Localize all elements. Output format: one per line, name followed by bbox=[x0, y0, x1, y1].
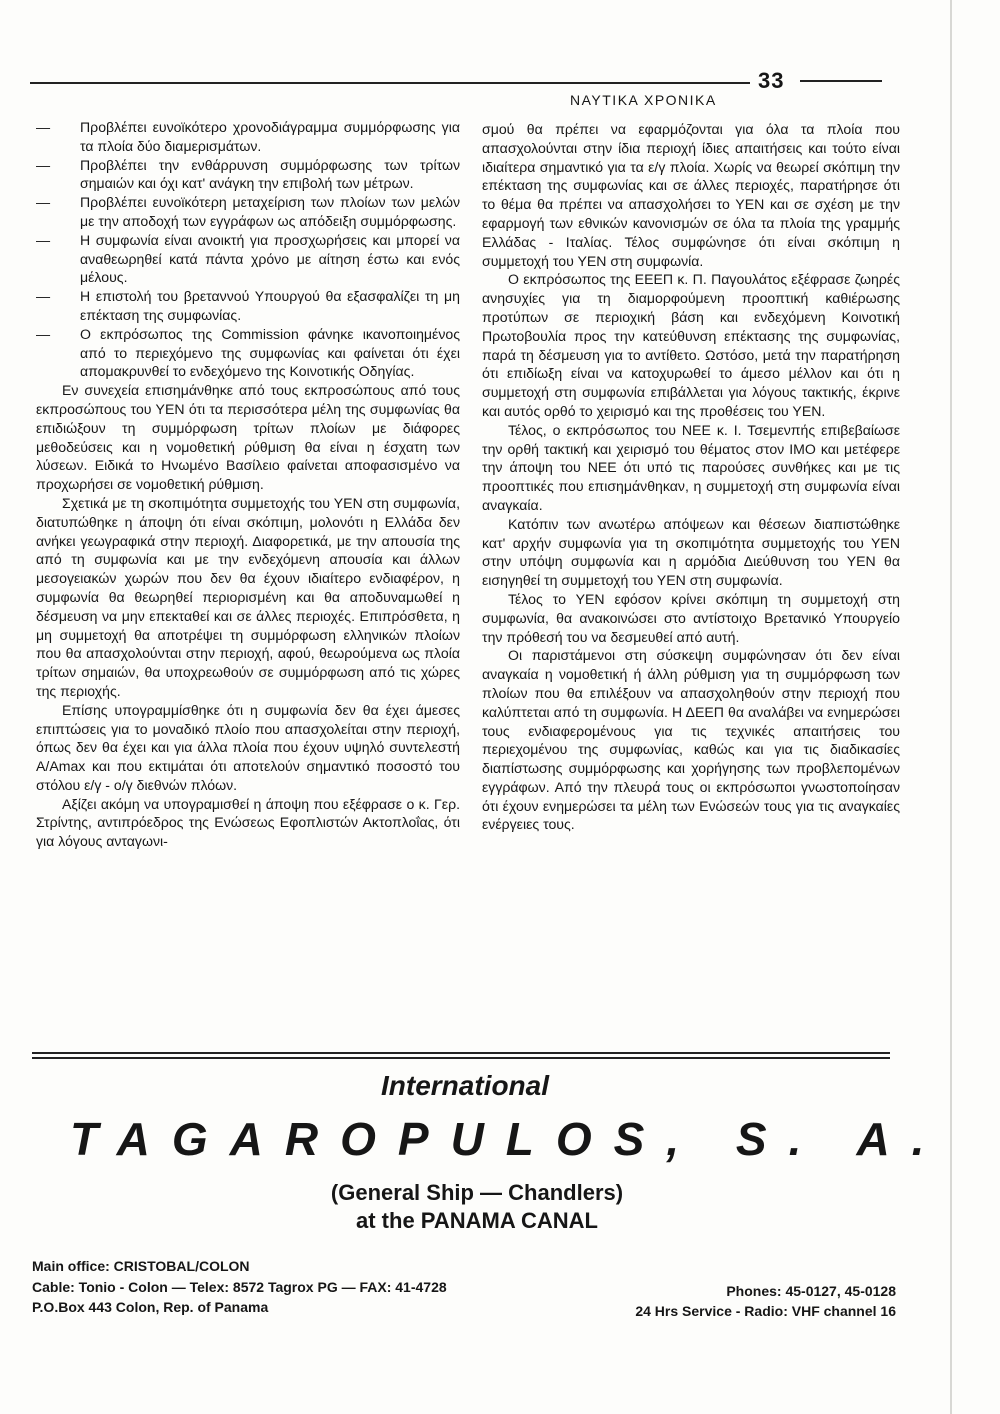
header-rule-right bbox=[800, 80, 882, 82]
header-rule bbox=[30, 82, 750, 84]
bullet-item: — Προβλέπει την ενθάρρυνση συμμόρφωσης των τρίτων σημαιών και όχι κατ' ανάγκη την επιβολή των μέτρων. bbox=[36, 156, 460, 192]
ad-business: (General Ship — Chandlers) bbox=[330, 1180, 624, 1205]
bullet-item: — Προβλέπει ευνοϊκότερο χρονοδιάγραμμα συμμόρφωσης για τα πλοία δύο διαμερισμάτων. bbox=[36, 119, 460, 154]
ad-main-office: Main office: CRISTOBAL/COLON bbox=[32, 1258, 250, 1274]
paragraph: Εν συνεχεία επισημάνθηκε από τους εκπροσώπους από τους εκπροσώπους του ΥΕΝ ότι τα περισσότερα μέλη της συμφωνίας θα επιδιώξουν τη συμμόρφωση τρίτων πλοίων με διάφορες μεθοδεύσεις και η νομοθετική ρύθμιση θα είναι η έσχατη των λύσεων. Ειδικά το Ηνωμένο Βασίλειο φαίνεται αποφασισμένο να προχωρήσει σε νομοθετική ρύθμιση. bbox=[36, 382, 460, 493]
right-column bbox=[482, 120, 900, 834]
paragraph: σμού θα πρέπει να εφαρμόζονται για όλα τα πλοία που απασχολούνται στην ίδια περιοχή ίδιες απαιτήσεις και τούτο είναι ιδιαίτερα σημαντικό για τα ε/γ πλοία. Χωρίς να θεωρεί σκόπιμη την επέκταση της συμφωνίας και σε άλλες περιοχές, παρατήρησε ότι το θέμα θα πρέπει να απασχολήσει το ΥΕΝ και σε σχέση με την εφαρμογή των εθνικών κανονισμών σε όλα τα πλοία της γραμμής Ελλάδας - Ιταλίας. Τέλος συμφώνησε ότι είναι σκόπιμη η συμμετοχή του ΥΕΝ στη συμφωνία. bbox=[482, 121, 900, 269]
ad-location: at the PANAMA CANAL bbox=[356, 1208, 598, 1233]
paragraph: Αξίζει ακόμη να υπογραμισθεί η άποψη που εξέφρασε ο κ. Γερ. Στρίντης, αντιπρόεδρος της Ενώσεως Εφοπλιστών Ακτοπλοΐας, ότι για λόγους ανταγωνι- bbox=[36, 795, 460, 850]
paragraph: Τέλος το ΥΕΝ εφόσον κρίνει σκόπιμη τη συμμετοχή στη συμφωνία, θα ανακοινώσει στο αντίστοιχο Βρετανικό Υπουργείο την πρόθεσή του να δεσμευθεί από αυτή. bbox=[482, 590, 900, 645]
paragraph: Οι παριστάμενοι στη σύσκεψη συμφώνησαν ότι δεν είναι αναγκαία η νομοθετική ή άλλη ρύθμιση για τη συμμόρφωση των πλοίων που θα επιλέξουν να απασχοληθούν στην περιοχή που καλύπτεται από τη συμφωνία. Η ΔΕΕΠ θα αναλάβει να ενημερώσει τους ενδιαφερομένους για τις τεχνικές απαιτήσεις του περιεχομένου της συμφωνίας, καθώς και για τις διαδικασίες διαπίστωσης συμμόρφωσης και χορήγησης των προβλεπομένων εγγράφων. Από την πλευρά τους οι εκπρόσωποι γνωστοποίησαν ότι έχουν ενημερώσει τα μέλη των Ενώσεών τους για τις αναγκαίες ενέργειες τους. bbox=[482, 647, 900, 833]
ad-cable: Cable: Tonio - Colon — Telex: 8572 Tagrox PG — FAX: 41-4728 bbox=[32, 1279, 447, 1295]
ad-po-box: P.O.Box 443 Colon, Rep. of Panama bbox=[32, 1299, 269, 1315]
paragraph: Τέλος, ο εκπρόσωπος του ΝΕΕ κ. Ι. Τσεμενπής επιβεβαίωσε την ορθή τακτική και χειρισμό του θέματος στον ΙΜΟ και μετέφερε την άποψη του ΝΕΕ ότι υπό τις παρούσες συνθήκες και με τις προοπτικές που επισημάνθηκαν, η συμμετοχή στη συμφωνία είναι αναγκαία. bbox=[482, 421, 900, 513]
ad-company-name: TAGAROPULOS, S. A. bbox=[70, 1113, 947, 1165]
left-column bbox=[36, 118, 460, 851]
page-number: 33 bbox=[758, 68, 785, 93]
bullet-item: — Η επιστολή του βρεταννού Υπουργού θα εξασφαλίζει τη μη επέκταση της συμφωνίας. bbox=[36, 288, 460, 323]
paragraph: Κατόπιν των ανωτέρω απόψεων και θέσεων διαπιστώθηκε κατ' αρχήν συμφωνία για τη σκοπιμότητα συμμετοχής του ΥΕΝ στην υπόψη συμφωνία και η αρμόδια Διεύθυνση του ΥΕΝ θα εισηγηθεί τη συμμετοχή του ΥΕΝ στη συμφωνία. bbox=[482, 515, 900, 589]
paragraph: Ο εκπρόσωπος της ΕΕΕΠ κ. Π. Παγουλάτος εξέφρασε ζωηρές ανησυχίες για τη διαμορφούμενη προοπτική καθιέρωσης προτύπων σε περιοχική βάση και ενδεχόμενη Κοινοτική Πρωτοβουλία προς την κατεύθυνση επέκτασης της συμφωνίας, παρά τη δέσμευση για το αντίθετο. Ωστόσο, μετά την παρατήρηση ότι επιδίωξη είναι να κατοχυρωθεί το άμεσο μέλλον και ότι η συμμετοχή στη συμφωνία επιβάλλεται για λόγους τακτικής, έκρινε και αυτός ορθό το χειρισμό και της προθέσεις του ΥΕΝ. bbox=[482, 271, 900, 419]
magazine-title: ΝΑΥΤΙΚΑ ΧΡΟΝΙΚΑ bbox=[570, 92, 717, 108]
ad-divider bbox=[32, 1057, 890, 1059]
paragraph: Επίσης υπογραμμίσθηκε ότι η συμφωνία δεν θα έχει άμεσες επιπτώσεις για το μοναδικό πλοίο που απασχολείται στην περιοχή, όπως δεν θα έχει και για άλλα πλοία που έχουν υψηλό συντελεστή A/Amax και που εκτιμάται ότι αποτελούν σημαντικό ποσοστό του στόλου ε/γ - ο/γ διεθνών πλόων. bbox=[36, 701, 460, 793]
ad-international: International bbox=[380, 1070, 549, 1101]
bullet-item: — Ο εκπρόσωπος της Commission φάνηκε ικανοποιημένος από το περιεχόμενο της συμφωνίας και φαίνεται ότι έχει απομακρυνθεί το ενδεχόμενο της Κοινοτικής Οδηγίας. bbox=[36, 325, 460, 380]
bullet-item: — Η συμφωνία είναι ανοικτή για προσχωρήσεις και μπορεί να αναθεωρηθεί κατά πάντα χρόνο με αίτηση έστω και ενός μέλους. bbox=[36, 231, 460, 286]
ad-divider bbox=[32, 1052, 890, 1054]
bullet-item: — Προβλέπει ευνοϊκότερη μεταχείριση των πλοίων των μελών με την αποδοχή των εγγράφων ως απόδειξη συμμόρφωσης. bbox=[36, 194, 460, 229]
paragraph: Σχετικά με τη σκοπιμότητα συμμετοχής του ΥΕΝ στη συμφωνία, διατυπώθηκε η άποψη ότι είναι σκόπιμη, μολονότι η Ελλάδα δεν ανήκει γεωγραφικά στην περιοχή. Διαφορετικά, με την απουσία της από τη συμφωνία και με την ενδεχόμενη απουσία και άλλων μεσογειακών χωρών που δεν θα έχουν ιδιαίτερο ενδιαφέρον, η συμφωνία θα θεωρηθεί περιορισμένη και θα αποδυναμωθεί η δέσμευση να μην επεκταθεί και σε άλλες περιοχές. Επιπρόσθετα, η μη συμμετοχή θα αποτρέψει τη συμμόρφωση ελληνικών πλοίων που θα απασχολούνται στην περιοχή, αφού, θεωρούμενα ως πλοία τρίτων σημαιών, θα υποχρεωθούν σε συμμόρφωση από τις χώρες της περιοχής. bbox=[36, 494, 460, 699]
ad-phones: Phones: 45-0127, 45-0128 bbox=[726, 1283, 896, 1299]
ad-service: 24 Hrs Service - Radio: VHF channel 16 bbox=[635, 1303, 896, 1319]
